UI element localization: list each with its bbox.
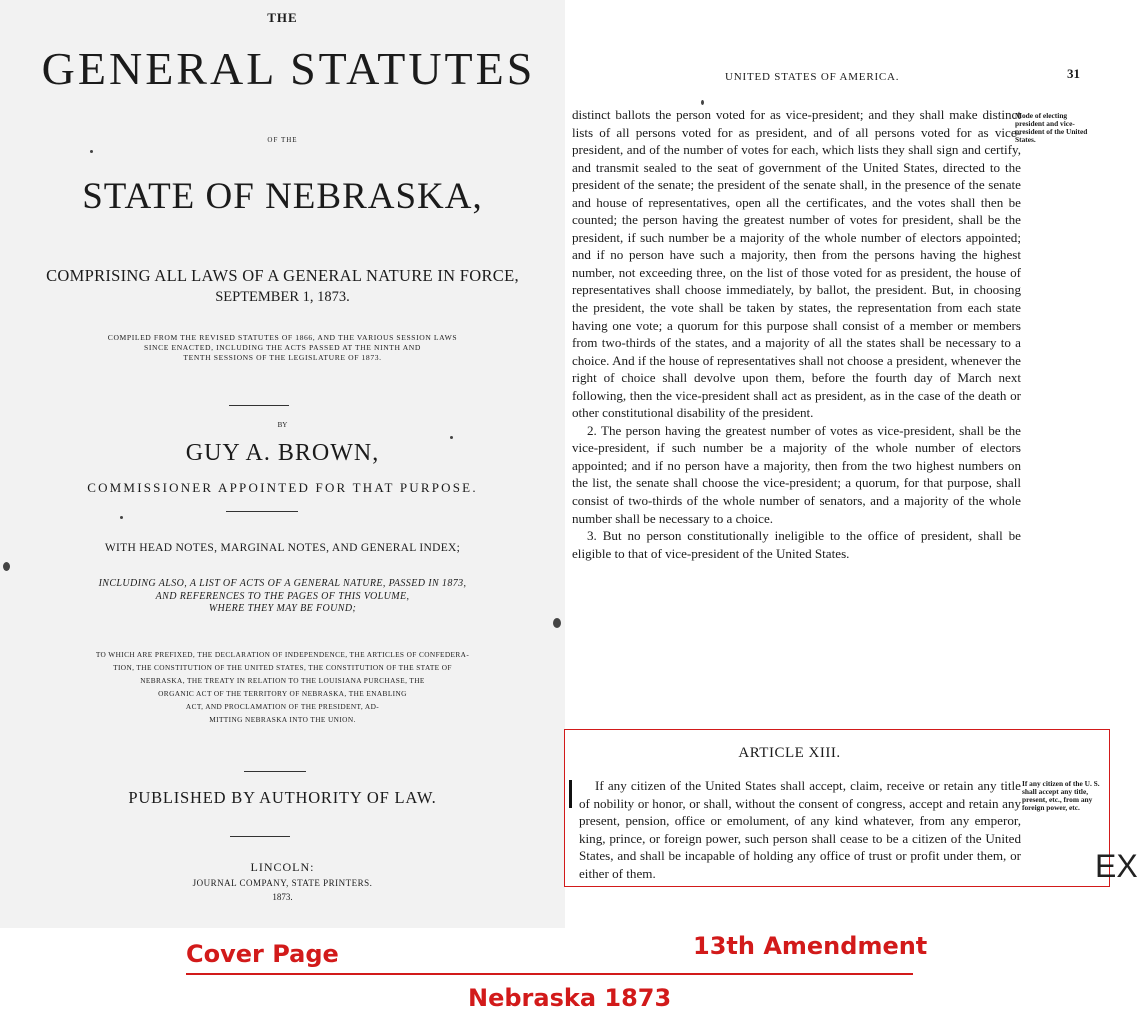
margin-mark — [569, 780, 572, 808]
scan-speck — [90, 150, 93, 153]
cover-author: GUY A. BROWN, — [185, 440, 380, 466]
cover-prefixed-line: TION, THE CONSTITUTION OF THE UNITED STATES, THE CONSTITUTION OF THE STATE OF — [113, 663, 452, 672]
cover-compiled-note — [0, 333, 565, 363]
cover-date: SEPTEMBER 1, 1873. — [215, 289, 350, 305]
caption-underline — [186, 973, 913, 975]
cover-compiled-line: COMPILED FROM THE REVISED STATUTES OF 1866, AND THE VARIOUS SESSION LAWS — [107, 333, 458, 342]
scan-speck — [553, 618, 561, 628]
cover-prefixed-line: TO WHICH ARE PREFIXED, THE DECLARATION OF INDEPENDENCE, THE ARTICLES OF CONFEDERA- — [95, 650, 470, 659]
cover-prefixed-line: MITTING NEBRASKA INTO THE UNION. — [209, 715, 356, 724]
scan-speck — [3, 562, 10, 571]
cover-title: GENERAL STATUTES — [41, 43, 536, 94]
article-paragraph: If any citizen of the United States shall accept, claim, receive or retain any title of nobility or honor, or shall, without the consent of congress, accept and retain any present, pension, office or emolument, of any kind whatever, from any emperor, king, prince, or foreign power, such person shall cease to be a citizen of the United States, and shall be incapable of holding any office of trust or profit under them, or either of them. — [579, 778, 1021, 881]
caption-nebraska-1873: Nebraska 1873 — [468, 984, 672, 1012]
cover-the: THE — [267, 10, 298, 25]
cover-state-name: STATE OF NEBRASKA, — [82, 176, 483, 217]
cover-rule — [230, 836, 290, 837]
cover-commissioner: COMMISSIONER APPOINTED FOR THAT PURPOSE. — [87, 480, 478, 495]
cover-page — [0, 0, 565, 928]
cover-year: 1873. — [272, 892, 293, 902]
cover-published: PUBLISHED BY AUTHORITY OF LAW. — [128, 788, 437, 807]
cover-prefixed-line: ORGANIC ACT OF THE TERRITORY OF NEBRASKA, THE ENABLING — [158, 689, 407, 698]
cover-prefixed-line: NEBRASKA, THE TREATY IN RELATION TO THE LOUISIANA PURCHASE, THE — [140, 676, 425, 685]
cover-compiled-line: SINCE ENACTED, INCLUDING THE ACTS PASSED AT THE NINTH AND — [144, 343, 421, 352]
scan-speck — [120, 516, 123, 519]
caption-cover-page: Cover Page — [186, 940, 339, 968]
cover-city: LINCOLN: — [250, 860, 315, 874]
paragraph-ineligible: 3. But no person constitutionally ineligible to the office of president, shall be eligible to that of vice-president of the United States. — [572, 528, 1021, 561]
cover-including-line: WHERE THEY MAY BE FOUND; — [208, 603, 357, 614]
running-head: UNITED STATES OF AMERICA. — [725, 71, 900, 83]
cover-comprising: COMPRISING ALL LAWS OF A GENERAL NATURE IN FORCE, — [46, 266, 519, 285]
scan-speck — [450, 436, 453, 439]
cover-prefixed-note — [0, 648, 565, 726]
cover-rule — [226, 511, 298, 512]
cover-rule — [229, 405, 289, 406]
cover-including-line: INCLUDING ALSO, A LIST OF ACTS OF A GENERAL NATURE, PASSED IN 1873, — [98, 578, 467, 589]
cover-by: BY — [277, 421, 288, 429]
cover-printer: JOURNAL COMPANY, STATE PRINTERS. — [192, 878, 373, 888]
page-number: 31 — [1067, 66, 1080, 81]
paragraph-vice-president: 2. The person having the greatest number of votes as vice-president, shall be the vice-president, if such number be a majority of the whole number of electors appointed; and if no person have a majority, then from the two highest numbers on the list, the senate shall choose the vice-president; a quorum, for that purpose, shall consist of two-thirds of the whole number of senators, and a majority of the whole number shall be necessary to a choice. — [572, 422, 1021, 526]
cover-rule — [244, 771, 306, 772]
caption-13th-amendment: 13th Amendment — [693, 932, 928, 960]
scan-speck — [701, 100, 704, 105]
cutoff-text: EX — [1095, 848, 1138, 884]
body-text — [572, 106, 1021, 562]
margin-note-citizen: If any citizen of the U. S. shall accept any title, present, etc., from any foreign power, etc. — [1022, 779, 1100, 812]
cover-of-the: OF THE — [267, 136, 298, 144]
article-text — [579, 777, 1021, 882]
paragraph-electors: distinct ballots the person voted for as vice-president; and they shall make distinct lists of all persons voted for as president, and of all persons voted for as vice-president, and of the number of votes for each, which lists they shall sign and certify, and transmit sealed to the seat of government of the United States, directed to the president of the senate; the president of the senate shall, in the presence of the senate and house of representatives, open all the certificates, and the votes shall then be counted; the person having the greatest number of votes for president, shall be the president, if such number be a majority of the whole number of electors appointed; and if no person have such a majority, then from the persons having the highest number, not exceeding three, on the list of those voted for as president, the house of representatives shall choose immediately, by ballot, the president. But, in choosing the president, the vote shall be taken by states, the representation from each state having one vote; a quorum for this purpose shall consist of a member or members from two-thirds of the states, and a majority of all the states shall be necessary to a choice. And if the house of representatives shall not choose a president, whenever the right of choice shall devolve upon them, before the fourth day of March next following, then the vice-president shall act as president, as in the case of the death or other constitutional disability of the president. — [572, 107, 1021, 421]
margin-note-election: Mode of electing president and vice-president of the United States. — [1015, 111, 1088, 144]
statute-page — [565, 0, 1138, 928]
cover-including-note — [0, 578, 565, 616]
cover-including-line: AND REFERENCES TO THE PAGES OF THIS VOLUME, — [155, 590, 410, 602]
cover-compiled-line: TENTH SESSIONS OF THE LEGISLATURE OF 1873. — [183, 353, 382, 362]
article-heading: ARTICLE XIII. — [738, 745, 841, 761]
cover-prefixed-line: ACT, AND PROCLAMATION OF THE PRESIDENT, AD- — [185, 702, 380, 711]
cover-head-notes: WITH HEAD NOTES, MARGINAL NOTES, AND GENERAL INDEX; — [104, 542, 461, 554]
